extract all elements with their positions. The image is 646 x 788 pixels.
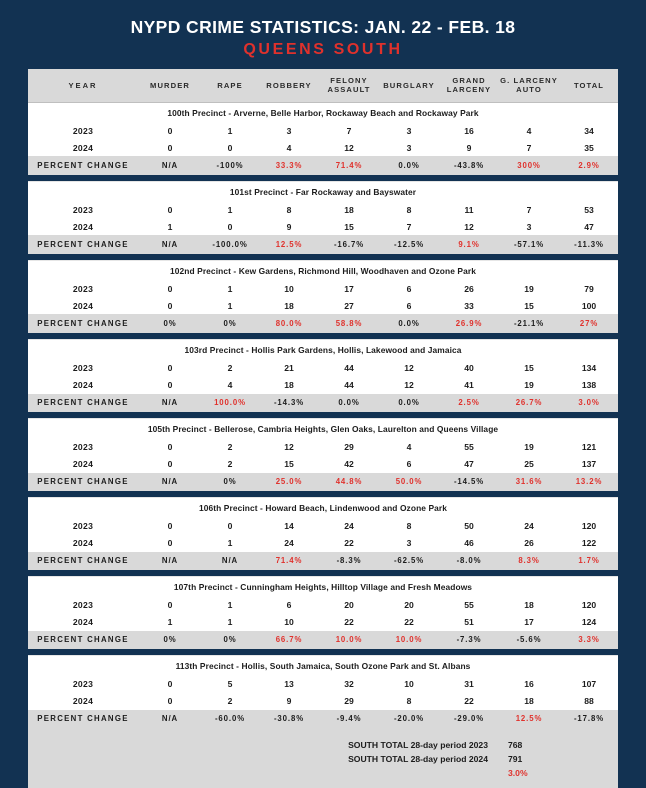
section-spacer <box>28 649 618 656</box>
cell-value: 0 <box>167 459 173 469</box>
cell-value: 44 <box>344 362 354 373</box>
cell-value: 0 <box>167 679 173 689</box>
cell-value: 120 <box>581 599 597 610</box>
cell-value: 4 <box>227 379 233 390</box>
precinct-header-row <box>28 419 618 439</box>
cell-value: 6 <box>286 599 292 610</box>
table-row <box>28 139 618 156</box>
cell-value: 6 <box>406 459 412 469</box>
cell-value: 7 <box>406 221 412 232</box>
precinct-header-row <box>28 498 618 518</box>
percent-change-label: PERCENT CHANGE <box>37 160 129 170</box>
section-spacer-cell <box>28 491 618 498</box>
cell-value: 26 <box>524 538 534 549</box>
cell-value: 12 <box>344 142 354 153</box>
footer-row-2024 <box>178 752 618 766</box>
cell-value: 11 <box>464 204 474 215</box>
section-spacer-cell <box>28 175 618 182</box>
column-header-year: YEAR <box>28 69 138 102</box>
cell-value: 25 <box>524 459 534 469</box>
percent-change-value: -57.1% <box>513 240 545 249</box>
cell-value: 0 <box>167 520 173 531</box>
percent-change-value: 26.9% <box>455 319 483 329</box>
percent-change-value: 12.5% <box>275 240 303 249</box>
column-header-total: TOTAL <box>560 69 618 102</box>
section-spacer-cell <box>28 333 618 340</box>
cell-value: 18 <box>524 599 534 610</box>
percent-change-value: -16.7% <box>333 240 365 249</box>
percent-change-value: -7.3% <box>456 635 482 645</box>
cell-value: 10 <box>284 617 294 628</box>
percent-change-value: 44.8% <box>335 477 363 487</box>
table-row <box>28 376 618 393</box>
row-year: 2024 <box>72 696 94 707</box>
table-row <box>28 675 618 692</box>
cell-value: 22 <box>464 696 474 707</box>
percent-change-label: PERCENT CHANGE <box>37 398 129 408</box>
percent-change-value: -12.5% <box>393 240 425 249</box>
cell-value: 3 <box>406 142 412 153</box>
cell-value: 0 <box>167 125 173 136</box>
cell-value: 6 <box>406 283 412 294</box>
cell-value: 0 <box>167 204 173 215</box>
percent-change-label: PERCENT CHANGE <box>37 240 129 249</box>
percent-change-label: PERCENT CHANGE <box>37 556 129 566</box>
cell-value: 0 <box>167 599 173 610</box>
precinct-header-row <box>28 182 618 202</box>
percent-change-value: -21.1% <box>513 319 545 329</box>
precinct-header-row <box>28 577 618 597</box>
cell-value: 41 <box>464 379 474 390</box>
section-spacer-cell <box>28 649 618 656</box>
percent-change-value: -100.0% <box>212 240 248 249</box>
cell-value: 1 <box>227 300 233 311</box>
percent-change-value: -62.5% <box>393 556 425 566</box>
cell-value: 22 <box>404 617 414 628</box>
cell-value: 134 <box>581 362 597 373</box>
cell-value: 22 <box>344 538 354 549</box>
cell-value: 16 <box>524 679 534 689</box>
column-header-grand-larceny-auto: G. LARCENY AUTO <box>498 69 560 102</box>
section-spacer-cell <box>28 254 618 261</box>
cell-value: 0 <box>227 520 233 531</box>
percent-change-value: N/A <box>161 240 179 249</box>
cell-value: 53 <box>584 204 594 215</box>
cell-value: 12 <box>284 441 294 452</box>
section-spacer <box>28 491 618 498</box>
cell-value: 18 <box>284 379 294 390</box>
row-year: 2024 <box>72 459 94 469</box>
cell-value: 29 <box>344 441 354 452</box>
footer-row-percent-change <box>178 766 618 780</box>
footer-value-2024: 791 <box>508 753 523 764</box>
percent-change-value: 300% <box>517 160 541 170</box>
cell-value: 2 <box>227 441 233 452</box>
percent-change-row <box>28 394 618 412</box>
cell-value: 55 <box>464 599 474 610</box>
percent-change-row <box>28 552 618 570</box>
table-body <box>28 102 618 728</box>
cell-value: 107 <box>581 679 597 689</box>
cell-value: 8 <box>406 520 412 531</box>
cell-value: 1 <box>227 617 233 628</box>
percent-change-value: 58.8% <box>335 319 363 329</box>
cell-value: 21 <box>284 362 294 373</box>
cell-value: 9 <box>466 142 472 153</box>
section-spacer-cell <box>28 412 618 419</box>
table-header <box>28 69 618 102</box>
row-year: 2023 <box>72 125 94 136</box>
percent-change-value: 10.0% <box>395 635 423 645</box>
cell-value: 18 <box>524 696 534 707</box>
percent-change-value: 71.4% <box>275 556 303 566</box>
percent-change-value: 1.7% <box>578 556 600 566</box>
percent-change-label: PERCENT CHANGE <box>37 714 129 724</box>
cell-value: 7 <box>526 204 532 215</box>
cell-value: 1 <box>227 204 233 215</box>
percent-change-value: 33.3% <box>275 160 303 170</box>
percent-change-value: 0.0% <box>338 398 360 408</box>
row-year: 2024 <box>72 142 94 153</box>
crime-statistics-table <box>28 69 618 728</box>
cell-value: 8 <box>286 204 292 215</box>
percent-change-value: 27% <box>579 319 599 329</box>
percent-change-label: PERCENT CHANGE <box>37 319 129 329</box>
percent-change-value: -30.8% <box>273 714 305 724</box>
percent-change-label: PERCENT CHANGE <box>37 477 129 487</box>
percent-change-value: -14.3% <box>273 398 305 408</box>
footer-label-2024: SOUTH TOTAL 28-day period 2024 <box>348 753 488 764</box>
cell-value: 3 <box>406 538 412 549</box>
table-row <box>28 297 618 314</box>
cell-value: 0 <box>227 142 233 153</box>
cell-value: 47 <box>584 221 594 232</box>
percent-change-value: N/A <box>161 556 179 566</box>
row-year: 2024 <box>72 617 94 628</box>
cell-value: 26 <box>464 283 474 294</box>
cell-value: 4 <box>406 441 412 452</box>
cell-value: 4 <box>286 142 292 153</box>
cell-value: 7 <box>346 125 352 136</box>
percent-change-value: -11.3% <box>574 240 604 249</box>
cell-value: 2 <box>227 459 233 469</box>
column-header-rape: RAPE <box>202 69 258 102</box>
percent-change-value: -8.0% <box>456 556 482 566</box>
cell-value: 0 <box>167 441 173 452</box>
percent-change-value: 31.6% <box>515 477 543 487</box>
cell-value: 0 <box>167 379 173 390</box>
percent-change-value: 50.0% <box>395 477 423 487</box>
cell-value: 121 <box>581 441 597 452</box>
percent-change-value: 26.7% <box>515 398 543 408</box>
precinct-label: 105th Precinct - Bellerose, Cambria Heights, Glen Oaks, Laurelton and Queens Village <box>28 419 618 439</box>
percent-change-value: 8.3% <box>518 556 540 566</box>
percent-change-value: 0.0% <box>398 398 420 408</box>
percent-change-value: -43.8% <box>453 160 485 170</box>
cell-value: 19 <box>524 379 534 390</box>
precinct-header-row <box>28 340 618 360</box>
percent-change-value: -14.5% <box>453 477 485 487</box>
cell-value: 12 <box>404 379 414 390</box>
section-spacer <box>28 412 618 419</box>
row-year: 2023 <box>72 441 94 452</box>
footer-row-2023 <box>178 738 618 752</box>
cell-value: 100 <box>581 300 597 311</box>
column-header-burglary: BURGLARY <box>378 69 440 102</box>
cell-value: 122 <box>581 538 597 549</box>
percent-change-value: 66.7% <box>275 635 303 645</box>
percent-change-value: -60.0% <box>214 714 246 724</box>
cell-value: 16 <box>464 125 474 136</box>
percent-change-value: -17.8% <box>573 714 605 724</box>
section-spacer <box>28 570 618 577</box>
cell-value: 0 <box>167 300 173 311</box>
cell-value: 27 <box>344 300 354 311</box>
cell-value: 8 <box>406 696 412 707</box>
cell-value: 51 <box>464 617 474 628</box>
cell-value: 3 <box>406 125 412 136</box>
cell-value: 50 <box>464 520 474 531</box>
percent-change-value: 100.0% <box>214 398 246 408</box>
table-row <box>28 218 618 235</box>
row-year: 2023 <box>72 679 94 689</box>
precinct-label: 103rd Precinct - Hollis Park Gardens, Hollis, Lakewood and Jamaica <box>28 340 618 360</box>
cell-value: 79 <box>584 283 594 294</box>
cell-value: 18 <box>344 204 354 215</box>
section-spacer-cell <box>28 570 618 577</box>
percent-change-value: 2.9% <box>578 160 600 170</box>
table-header-row <box>28 69 618 102</box>
precinct-header-row <box>28 656 618 676</box>
cell-value: 2 <box>227 696 233 707</box>
percent-change-value: 0% <box>223 477 237 487</box>
cell-value: 44 <box>344 379 354 390</box>
column-header-robbery: ROBBERY <box>258 69 320 102</box>
table-footer <box>28 728 618 788</box>
page-title: NYPD CRIME STATISTICS: JAN. 22 - FEB. 18 <box>130 17 516 37</box>
precinct-label: 106th Precinct - Howard Beach, Lindenwood and Ozone Park <box>28 498 618 518</box>
percent-change-value: 71.4% <box>335 160 363 170</box>
percent-change-value: -8.3% <box>336 556 362 566</box>
page-subtitle: QUEENS SOUTH <box>243 41 403 58</box>
precinct-label: 101st Precinct - Far Rockaway and Bayswater <box>28 182 618 202</box>
precinct-header-row <box>28 261 618 281</box>
cell-value: 1 <box>227 125 233 136</box>
cell-value: 1 <box>167 221 173 232</box>
cell-value: 42 <box>344 459 354 469</box>
cell-value: 40 <box>464 362 474 373</box>
percent-change-value: 12.5% <box>515 714 543 724</box>
percent-change-row <box>28 710 618 728</box>
row-year: 2023 <box>72 362 94 373</box>
cell-value: 18 <box>284 300 294 311</box>
cell-value: 24 <box>524 520 534 531</box>
section-spacer <box>28 333 618 340</box>
cell-value: 6 <box>406 300 412 311</box>
table-row <box>28 517 618 534</box>
row-year: 2024 <box>72 221 94 232</box>
table-row <box>28 693 618 710</box>
footer-value-percent-change: 3.0% <box>508 767 528 778</box>
table-row <box>28 534 618 551</box>
cell-value: 4 <box>526 125 532 136</box>
cell-value: 19 <box>524 441 534 452</box>
cell-value: 34 <box>584 125 594 136</box>
table-row <box>28 122 618 139</box>
percent-change-value: -9.4% <box>336 714 362 724</box>
table-row <box>28 596 618 613</box>
cell-value: 20 <box>344 599 354 610</box>
percent-change-row <box>28 314 618 332</box>
cell-value: 137 <box>581 459 597 469</box>
cell-value: 3 <box>526 221 532 232</box>
row-year: 2024 <box>72 379 94 390</box>
cell-value: 1 <box>167 617 173 628</box>
cell-value: 19 <box>524 283 534 294</box>
cell-value: 120 <box>581 520 597 531</box>
cell-value: 35 <box>584 142 594 153</box>
table-row <box>28 438 618 455</box>
cell-value: 15 <box>284 459 294 469</box>
percent-change-row <box>28 631 618 649</box>
precinct-label: 113th Precinct - Hollis, South Jamaica, South Ozone Park and St. Albans <box>28 656 618 676</box>
percent-change-value: N/A <box>161 477 179 487</box>
column-header-murder: MURDER <box>138 69 202 102</box>
cell-value: 0 <box>227 221 233 232</box>
percent-change-value: 3.3% <box>578 635 600 645</box>
percent-change-value: -29.0% <box>453 714 485 724</box>
percent-change-value: -5.6% <box>516 635 542 645</box>
cell-value: 9 <box>286 696 292 707</box>
percent-change-value: 3.0% <box>578 398 600 408</box>
precinct-header-row <box>28 102 618 122</box>
cell-value: 22 <box>344 617 354 628</box>
cell-value: 55 <box>464 441 474 452</box>
cell-value: 7 <box>526 142 532 153</box>
percent-change-value: 0% <box>163 635 177 645</box>
row-year: 2024 <box>72 538 94 549</box>
cell-value: 13 <box>284 679 294 689</box>
cell-value: 47 <box>464 459 474 469</box>
percent-change-value: N/A <box>221 556 239 566</box>
cell-value: 8 <box>406 204 412 215</box>
percent-change-value: N/A <box>161 714 179 724</box>
cell-value: 0 <box>167 696 173 707</box>
precinct-label: 102nd Precinct - Kew Gardens, Richmond Hill, Woodhaven and Ozone Park <box>28 261 618 281</box>
table-row <box>28 455 618 472</box>
percent-change-value: 2.5% <box>458 398 480 408</box>
percent-change-value: 80.0% <box>275 319 303 329</box>
section-spacer <box>28 254 618 261</box>
cell-value: 0 <box>167 362 173 373</box>
row-year: 2023 <box>72 283 94 294</box>
row-year: 2023 <box>72 520 94 531</box>
cell-value: 31 <box>464 679 474 689</box>
cell-value: 17 <box>524 617 534 628</box>
cell-value: 15 <box>524 300 534 311</box>
precinct-label: 100th Precinct - Arverne, Belle Harbor, Rockaway Beach and Rockaway Park <box>28 102 618 122</box>
percent-change-value: 25.0% <box>275 477 303 487</box>
cell-value: 24 <box>284 538 294 549</box>
cell-value: 12 <box>464 221 474 232</box>
cell-value: 46 <box>464 538 474 549</box>
column-header-felony-assault: FELONY ASSAULT <box>320 69 378 102</box>
percent-change-label: PERCENT CHANGE <box>37 635 129 645</box>
row-year: 2023 <box>72 599 94 610</box>
percent-change-value: 0% <box>223 319 237 329</box>
percent-change-value: 13.2% <box>575 477 603 487</box>
cell-value: 138 <box>581 379 597 390</box>
percent-change-value: -20.0% <box>393 714 425 724</box>
cell-value: 0 <box>167 538 173 549</box>
cell-value: 124 <box>581 617 597 628</box>
percent-change-value: -100% <box>216 160 244 170</box>
table-row <box>28 280 618 297</box>
row-year: 2024 <box>72 300 94 311</box>
percent-change-value: N/A <box>161 398 179 408</box>
cell-value: 20 <box>404 599 414 610</box>
cell-value: 15 <box>344 221 354 232</box>
cell-value: 32 <box>344 679 354 689</box>
percent-change-value: 0% <box>223 635 237 645</box>
cell-value: 2 <box>227 362 233 373</box>
cell-value: 0 <box>167 142 173 153</box>
cell-value: 10 <box>284 283 294 294</box>
percent-change-value: 0.0% <box>398 160 420 170</box>
cell-value: 33 <box>464 300 474 311</box>
cell-value: 5 <box>227 679 233 689</box>
cell-value: 9 <box>286 221 292 232</box>
table-row <box>28 614 618 631</box>
precinct-label: 107th Precinct - Cunningham Heights, Hilltop Village and Fresh Meadows <box>28 577 618 597</box>
percent-change-value: N/A <box>161 160 179 170</box>
cell-value: 1 <box>227 599 233 610</box>
cell-value: 29 <box>344 696 354 707</box>
percent-change-value: 0% <box>163 319 177 329</box>
cell-value: 1 <box>227 538 233 549</box>
percent-change-value: 0.0% <box>398 319 420 329</box>
footer-label-2023: SOUTH TOTAL 28-day period 2023 <box>348 739 488 750</box>
percent-change-row <box>28 235 618 253</box>
percent-change-row <box>28 156 618 174</box>
footer-value-2023: 768 <box>508 739 523 750</box>
cell-value: 1 <box>227 283 233 294</box>
section-spacer <box>28 175 618 182</box>
cell-value: 3 <box>286 125 292 136</box>
row-year: 2023 <box>72 204 94 215</box>
percent-change-value: 9.1% <box>458 240 480 249</box>
cell-value: 10 <box>404 679 414 689</box>
percent-change-value: 10.0% <box>335 635 363 645</box>
cell-value: 88 <box>584 696 594 707</box>
percent-change-row <box>28 473 618 491</box>
cell-value: 15 <box>524 362 534 373</box>
cell-value: 17 <box>344 283 354 294</box>
column-header-grand-larceny: GRAND LARCENY <box>440 69 498 102</box>
cell-value: 14 <box>284 520 294 531</box>
cell-value: 0 <box>167 283 173 294</box>
cell-value: 12 <box>404 362 414 373</box>
table-row <box>28 201 618 218</box>
cell-value: 24 <box>344 520 354 531</box>
table-row <box>28 359 618 376</box>
